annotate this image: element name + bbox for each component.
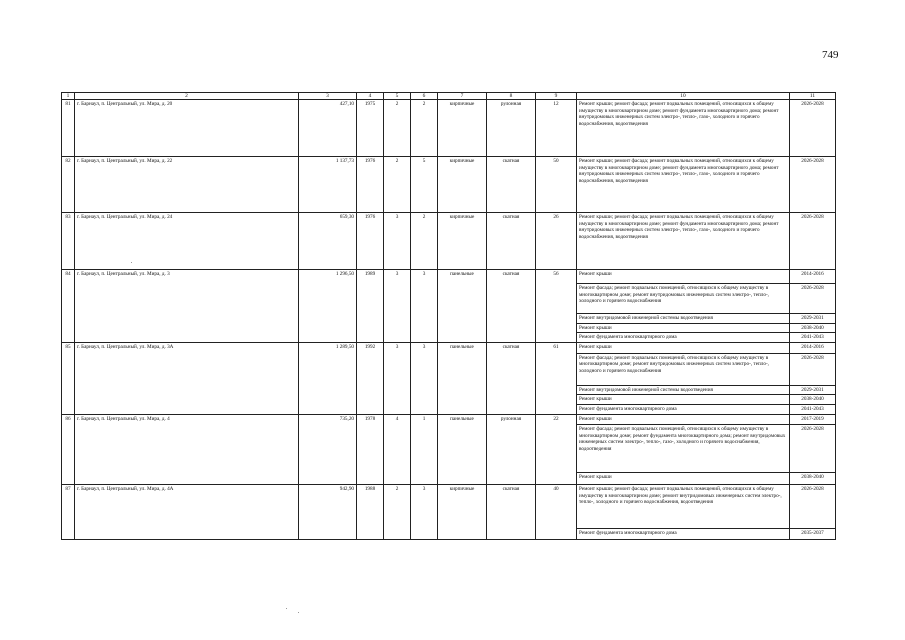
entrances-count-cell: 1 xyxy=(411,414,438,484)
repair-work-cell: Ремонт фундамента многоквартирного дома xyxy=(577,528,790,539)
repair-period-cell: 2029-2031 xyxy=(790,385,836,395)
repair-period-cell: 2035-2037 xyxy=(790,528,836,539)
repair-period-cell: 2038-2040 xyxy=(790,472,836,484)
wall-material-cell: панельные xyxy=(438,414,487,484)
page-number: 749 xyxy=(822,49,839,61)
column-number-row xyxy=(62,93,836,100)
repair-period-cell: 2041-2043 xyxy=(790,404,836,414)
repair-work-cell: Ремонт крыши; ремонт фасада; ремонт подвальных помещений, относящихся к общему имуществу в многоквартирном доме; ремонт внутридомовых инженерных систем электро-, тепло-, холодного и горячего водоснабжения, водоотведения xyxy=(577,484,790,528)
repair-work-cell: Ремонт фасада; ремонт подвальных помещений, относящихся к общему имуществу в многоквартирном доме; ремонт внутридомовых инженерных систем электро-, тепло-, холодного и горячего водоснабжения xyxy=(577,353,790,385)
repair-program-table xyxy=(61,92,836,540)
residents-count-cell: 50 xyxy=(536,157,577,213)
wall-material-cell: кирпичные xyxy=(438,213,487,270)
house-number-cell: 87 xyxy=(62,484,75,539)
column-header: 6 xyxy=(411,93,438,100)
repair-work-cell: Ремонт внутридомовой инженерной системы водоотведения xyxy=(577,314,790,324)
house-address-cell: г. Барнаул, п. Центральный, ул. Мира, д. 24 xyxy=(75,213,299,270)
repair-period-cell: 2026-2028 xyxy=(790,100,836,157)
repair-work-cell: Ремонт внутридомовой инженерной системы водоотведения xyxy=(577,385,790,395)
wall-material-cell: кирпичные xyxy=(438,157,487,213)
house-address-cell: г. Барнаул, п. Центральный, ул. Мира, д. 3 xyxy=(75,270,299,343)
wall-material-cell: кирпичные xyxy=(438,100,487,157)
roof-type-cell: рулонная xyxy=(487,100,536,157)
column-header: 8 xyxy=(487,93,536,100)
wall-material-cell: кирпичные xyxy=(438,484,487,539)
table-row xyxy=(62,157,836,213)
column-header: 5 xyxy=(384,93,411,100)
repair-work-cell: Ремонт крыши xyxy=(577,270,790,284)
residents-count-cell: 40 xyxy=(536,484,577,539)
commission-year-cell: 1976 xyxy=(357,213,384,270)
house-address-cell: г. Барнаул, п. Центральный, ул. Мира, д. 22 xyxy=(75,157,299,213)
repair-period-cell: 2026-2028 xyxy=(790,353,836,385)
floors-count-cell: 3 xyxy=(384,270,411,343)
column-header: 4 xyxy=(357,93,384,100)
wall-material-cell: панельные xyxy=(438,270,487,343)
repair-period-cell: 2038-2040 xyxy=(790,323,836,333)
commission-year-cell: 1992 xyxy=(357,342,384,414)
repair-period-cell: 2014-2016 xyxy=(790,342,836,353)
entrances-count-cell: 5 xyxy=(411,157,438,213)
roof-type-cell: скатная xyxy=(487,213,536,270)
house-area-cell: 659,30 xyxy=(299,213,357,270)
table-row xyxy=(62,484,836,528)
residents-count-cell: 12 xyxy=(536,100,577,157)
repair-work-cell: Ремонт крыши xyxy=(577,472,790,484)
house-area-cell: 942,90 xyxy=(299,484,357,539)
residents-count-cell: 22 xyxy=(536,414,577,484)
table-row xyxy=(62,213,836,270)
repair-work-cell: Ремонт крыши; ремонт фасада; ремонт подвальных помещений, относящихся к общему имуществу в многоквартирном доме; ремонт фундамента многоквартирного дома; ремонт внутридомовых инженерных систем электро-, тепло-, газо-, холодного и горячего водоснабжения, водоотведения xyxy=(577,100,790,157)
house-address-cell: г. Барнаул, п. Центральный, ул. Мира, д. 20 xyxy=(75,100,299,157)
repair-work-cell: Ремонт крыши xyxy=(577,414,790,424)
floors-count-cell: 3 xyxy=(384,213,411,270)
house-area-cell: 427,10 xyxy=(299,100,357,157)
house-number-cell: 83 xyxy=(62,213,75,270)
repair-work-cell: Ремонт крыши xyxy=(577,323,790,333)
house-area-cell: 735,20 xyxy=(299,414,357,484)
entrances-count-cell: 3 xyxy=(411,270,438,343)
repair-work-cell: Ремонт крыши; ремонт фасада; ремонт подвальных помещений, относящихся к общему имуществу в многоквартирном доме; ремонт фундамента многоквартирного дома; ремонт внутридомовых инженерных систем электро-, тепло-, газо-, холодного и горячего водоснабжения, водоотведения xyxy=(577,157,790,213)
repair-period-cell: 2041-2043 xyxy=(790,333,836,343)
repair-work-cell: Ремонт крыши xyxy=(577,395,790,405)
house-number-cell: 82 xyxy=(62,157,75,213)
residents-count-cell: 61 xyxy=(536,342,577,414)
column-header: 3 xyxy=(299,93,357,100)
house-number-cell: 81 xyxy=(62,100,75,157)
repair-work-cell: Ремонт фундамента многоквартирного дома xyxy=(577,404,790,414)
column-header: 1 xyxy=(62,93,75,100)
table-row xyxy=(62,100,836,157)
residents-count-cell: 56 xyxy=(536,270,577,343)
entrances-count-cell: 2 xyxy=(411,100,438,157)
house-address-cell: г. Барнаул, п. Центральный, ул. Мира, д. 4А xyxy=(75,484,299,539)
commission-year-cell: 1988 xyxy=(357,484,384,539)
table-row xyxy=(62,342,836,353)
house-number-cell: 86 xyxy=(62,414,75,484)
commission-year-cell: 1989 xyxy=(357,270,384,343)
commission-year-cell: 1976 xyxy=(357,157,384,213)
column-header: 11 xyxy=(790,93,836,100)
roof-type-cell: рулонная xyxy=(487,414,536,484)
wall-material-cell: панельные xyxy=(438,342,487,414)
entrances-count-cell: 3 xyxy=(411,342,438,414)
repair-period-cell: 2029-2031 xyxy=(790,314,836,324)
repair-work-cell: Ремонт крыши xyxy=(577,342,790,353)
roof-type-cell: скатная xyxy=(487,342,536,414)
commission-year-cell: 1975 xyxy=(357,100,384,157)
floors-count-cell: 2 xyxy=(384,100,411,157)
house-area-cell: 1 289,50 xyxy=(299,342,357,414)
repair-period-cell: 2014-2016 xyxy=(790,270,836,284)
roof-type-cell: скатная xyxy=(487,157,536,213)
entrances-count-cell: 2 xyxy=(411,213,438,270)
entrances-count-cell: 3 xyxy=(411,484,438,539)
house-address-cell: г. Барнаул, п. Центральный, ул. Мира, д. 3А xyxy=(75,342,299,414)
house-area-cell: 1 137,73 xyxy=(299,157,357,213)
column-header: 7 xyxy=(438,93,487,100)
repair-period-cell: 2026-2028 xyxy=(790,484,836,528)
repair-period-cell: 2038-2040 xyxy=(790,395,836,405)
repair-work-cell: Ремонт фасада; ремонт подвальных помещений, относящихся к общему имуществу в многоквартирном доме; ремонт фундамента многоквартирного дома; ремонт внутридомовых инженерных систем электро-, тепло-, газо-, холодного и горячего водоснабжения, водоотведения xyxy=(577,424,790,472)
column-header: 2 xyxy=(75,93,299,100)
residents-count-cell: 26 xyxy=(536,213,577,270)
scan-speck xyxy=(131,262,132,263)
scan-speck xyxy=(298,612,299,613)
floors-count-cell: 2 xyxy=(384,157,411,213)
roof-type-cell: скатная xyxy=(487,270,536,343)
column-header: 9 xyxy=(536,93,577,100)
floors-count-cell: 2 xyxy=(384,484,411,539)
floors-count-cell: 3 xyxy=(384,342,411,414)
table-row xyxy=(62,414,836,424)
house-number-cell: 85 xyxy=(62,342,75,414)
repair-period-cell: 2026-2028 xyxy=(790,213,836,270)
house-number-cell: 84 xyxy=(62,270,75,343)
repair-work-cell: Ремонт фундамента многоквартирного дома xyxy=(577,333,790,343)
column-header: 10 xyxy=(577,93,790,100)
repair-work-cell: Ремонт крыши; ремонт фасада; ремонт подвальных помещений, относящихся к общему имуществу в многоквартирном доме; ремонт фундамента многоквартирного дома; ремонт внутридомовых инженерных систем электро-, тепло-, газо-, холодного и горячего водоснабжения, водоотведения xyxy=(577,213,790,270)
commission-year-cell: 1978 xyxy=(357,414,384,484)
floors-count-cell: 4 xyxy=(384,414,411,484)
repair-work-cell: Ремонт фасада; ремонт подвальных помещений, относящихся к общему имуществу в многоквартирном доме; ремонт внутридомовых инженерных систем электро-, тепло-, холодного и горячего водоснабжения xyxy=(577,284,790,314)
repair-period-cell: 2017-2019 xyxy=(790,414,836,424)
house-area-cell: 1 296,50 xyxy=(299,270,357,343)
table-row xyxy=(62,270,836,284)
house-address-cell: г. Барнаул, п. Центральный, ул. Мира, д. 4 xyxy=(75,414,299,484)
repair-period-cell: 2026-2028 xyxy=(790,424,836,472)
repair-period-cell: 2026-2028 xyxy=(790,284,836,314)
roof-type-cell: скатная xyxy=(487,484,536,539)
repair-period-cell: 2026-2028 xyxy=(790,157,836,213)
scan-speck xyxy=(286,608,287,609)
